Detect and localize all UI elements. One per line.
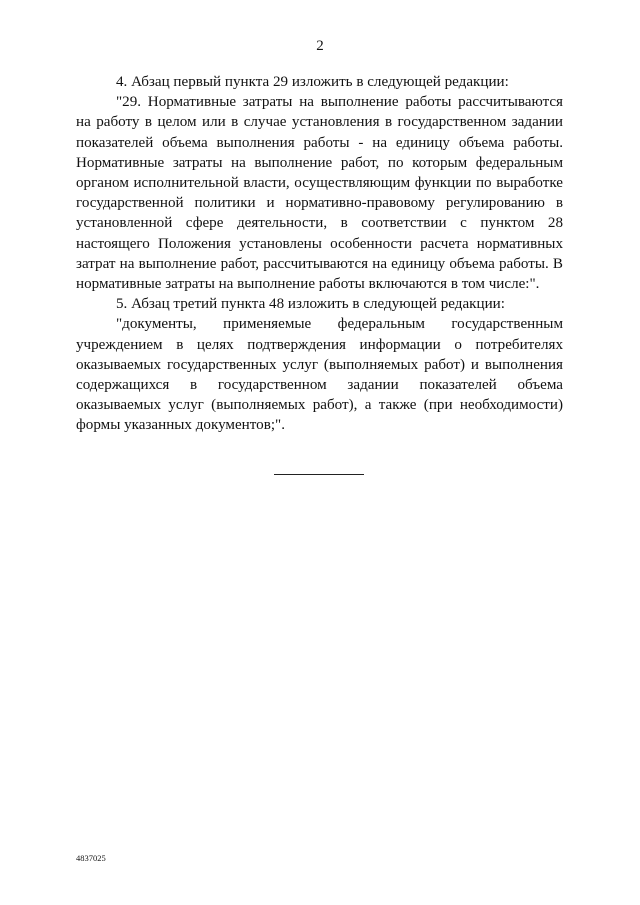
document-body <box>76 72 563 436</box>
page-number: 2 <box>316 38 324 54</box>
paragraph-item-29-text: "29. Нормативные затраты на выполнение работы рассчитываются на работу в целом или в случае установления в государственном задании показателей объема выполнения работы - на единицу объема работы. Нормативные затраты на выполнение работ, по которым федеральным органом исполнительной власти, осуществляющим функции по выработке государственной политики и нормативно-правовому регулированию в установленной сфере деятельности, в соответствии с пунктом 28 настоящего Положения установлены особенности расчета нормативных затрат на выполнение работ, рассчитываются на единицу объема работы. В нормативные затраты на выполнение работы включаются в том числе:". <box>76 94 563 293</box>
paragraph-item-4-heading: 4. Абзац первый пункта 29 изложить в следующей редакции: <box>116 74 509 90</box>
end-separator-line <box>274 474 364 475</box>
document-code: 4837025 <box>76 853 106 863</box>
paragraph-item-5-heading: 5. Абзац третий пункта 48 изложить в следующей редакции: <box>116 296 505 313</box>
paragraph-item-48-text: "документы, применяемые федеральным государственным учреждением в целях подтверждения информации о потребителях оказываемых государственных услуг (выполняемых работ) и выполнения содержащихся в государственном задании показателей объема оказываемых услуг (выполняемых работ), а также (при необходимости) формы указанных документов;". <box>76 316 563 434</box>
